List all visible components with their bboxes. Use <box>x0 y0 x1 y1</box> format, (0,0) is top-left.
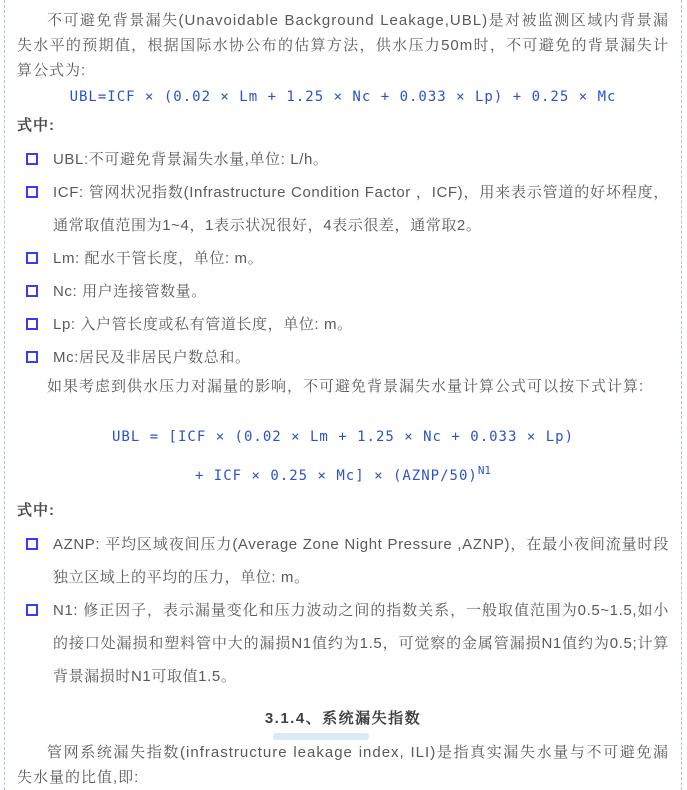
formula-superscript: N1 <box>477 464 492 477</box>
definition-item-lm <box>17 242 669 275</box>
pressure-paragraph: 如果考虑到供水压力对漏量的影响，不可避免背景漏失水量计算公式可以按下式计算: <box>47 378 645 395</box>
definition-text: N1: 修正因子，表示漏量变化和压力波动之间的指数关系，一般取值范围为0.5~1.5,如小的接口处漏损和塑料管中大的漏损N1值约为1.5，可觉察的金属管漏损N1值约为0.5;计算背景漏损时N1可取值1.5。 <box>53 602 669 685</box>
square-bullet-icon <box>26 604 38 616</box>
intro-paragraph: 不可避免背景漏失(Unavoidable Background Leakage,UBL)是对被监测区域内背景漏失水平的预期值，根据国际水协公布的估算方法，供水压力50m时，不可避免的背景漏失计算公式为: <box>17 12 669 79</box>
definition-item-mc <box>17 341 669 374</box>
definition-list-1 <box>17 143 669 374</box>
square-bullet-icon <box>26 153 38 165</box>
definition-item-icf <box>17 176 669 242</box>
definition-text: UBL:不可避免背景漏失水量,单位: L/h。 <box>53 151 329 168</box>
definition-text: Mc:居民及非居民户数总和。 <box>53 349 251 366</box>
section-heading: 3.1.4、系统漏失指数 <box>264 710 422 727</box>
ubl-pressure-formula-line2 <box>17 459 669 488</box>
where-label-1: 式中: <box>17 117 55 134</box>
definition-text: ICF: 管网状况指数(Infrastructure Condition Factor ，ICF)，用来表示管道的好坏程度，通常取值范围为1~4，1表示状况很好，4表示很差，通常取2。 <box>53 184 669 234</box>
where-label-2: 式中: <box>17 502 55 519</box>
ubl-formula: UBL=ICF × (0.02 × Lm + 1.25 × Nc + 0.033 × Lp) + 0.25 × Mc <box>69 89 617 105</box>
definition-item-ubl <box>17 143 669 176</box>
definition-list-2 <box>17 528 669 693</box>
definition-item-n1 <box>17 594 669 693</box>
definition-text: AZNP: 平均区域夜间压力(Average Zone Night Pressure ,AZNP)，在最小夜间流量时段独立区域上的平均的压力，单位: m。 <box>53 536 669 586</box>
definition-item-lp <box>17 308 669 341</box>
definition-text: Nc: 用户连接管数量。 <box>53 283 207 300</box>
square-bullet-icon <box>26 186 38 198</box>
heading-highlight-bar <box>273 733 369 740</box>
square-bullet-icon <box>26 318 38 330</box>
ili-paragraph: 管网系统漏失指数(infrastructure leakage index, ILI)是指真实漏失水量与不可避免漏失水量的比值,即: <box>17 744 669 786</box>
definition-text: Lm: 配水干管长度，单位: m。 <box>53 250 264 267</box>
definition-item-nc <box>17 275 669 308</box>
square-bullet-icon <box>26 538 38 550</box>
ubl-pressure-formula-line1: UBL = [ICF × (0.02 × Lm + 1.25 × Nc + 0.033 × Lp) <box>111 429 574 445</box>
square-bullet-icon <box>26 252 38 264</box>
document-body <box>4 0 682 790</box>
square-bullet-icon <box>26 285 38 297</box>
formula-base: + ICF × 0.25 × Mc] × (AZNP/50) <box>194 468 478 484</box>
square-bullet-icon <box>26 351 38 363</box>
definition-text: Lp: 入户管长度或私有管道长度，单位: m。 <box>53 316 353 333</box>
definition-item-aznp <box>17 528 669 594</box>
